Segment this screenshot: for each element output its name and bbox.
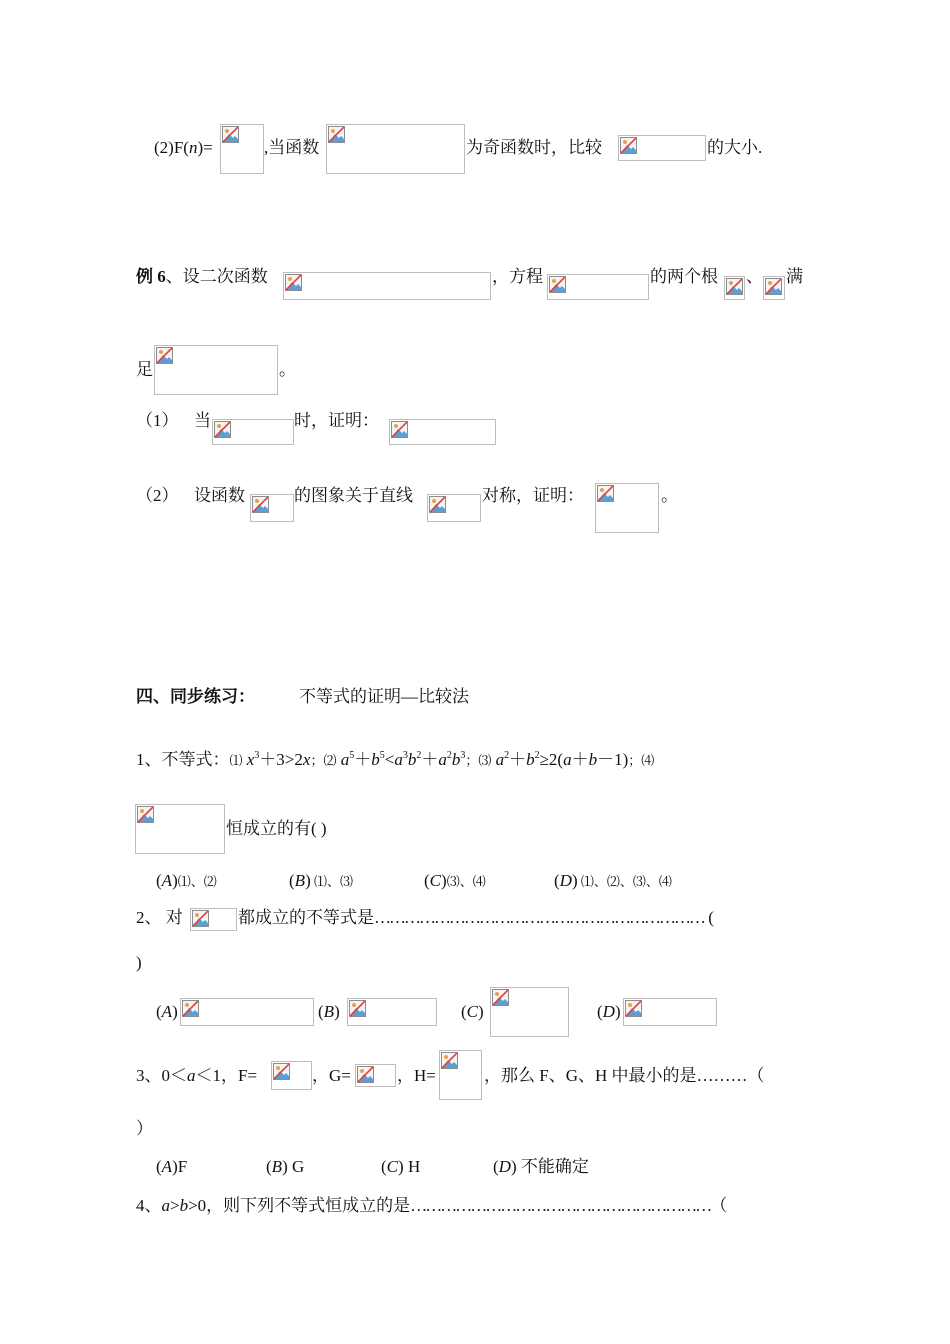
formula-image xyxy=(220,124,264,174)
option-b: (B) xyxy=(318,1002,340,1021)
broken-image-icon xyxy=(549,276,566,293)
broken-image-icon xyxy=(597,485,614,502)
text: 2、 对 xyxy=(136,908,183,927)
text: ，方程 xyxy=(492,267,543,286)
part2-line xyxy=(154,138,213,158)
text: ，G= xyxy=(312,1066,351,1085)
broken-image-icon xyxy=(222,126,239,143)
option-a: (A)F xyxy=(156,1157,188,1176)
broken-image-icon xyxy=(182,1000,199,1017)
text: ） xyxy=(136,1119,153,1138)
formula-image xyxy=(326,124,465,174)
text: )= xyxy=(197,138,213,157)
formula-image xyxy=(355,1064,396,1087)
option-c: (C)⑶、⑷ xyxy=(424,871,486,890)
formula-image xyxy=(347,998,437,1026)
text: 满 xyxy=(786,267,803,286)
text: （1） xyxy=(136,411,179,430)
text: 的两个根 xyxy=(650,267,718,286)
broken-image-icon xyxy=(252,496,269,513)
item-marker: ⑴ xyxy=(229,753,243,768)
broken-image-icon xyxy=(349,1000,366,1017)
option-d: (D) ⑴、⑵、⑶、⑷ xyxy=(554,871,672,890)
formula-image xyxy=(595,483,659,533)
formula-image xyxy=(212,419,294,445)
option-b: (B) G xyxy=(266,1157,305,1176)
option-a: (A) xyxy=(156,1002,178,1021)
var-a: a xyxy=(161,1196,170,1215)
text: ,当函数 xyxy=(264,138,320,157)
text: 设函数 xyxy=(194,486,245,505)
var-a: a xyxy=(187,1066,196,1085)
example-label: 例 6 xyxy=(136,267,166,286)
ex6-line1 xyxy=(136,267,268,287)
broken-image-icon xyxy=(214,421,231,438)
text: ，H= xyxy=(397,1066,436,1085)
formula-image xyxy=(724,276,745,300)
broken-image-icon xyxy=(137,806,154,823)
formula-image xyxy=(427,494,481,522)
text: ，那么 F、G、H 中最小的是………（ xyxy=(484,1066,765,1085)
text: 、 xyxy=(746,267,763,286)
text: （2） xyxy=(136,486,179,505)
option-c: (C) xyxy=(461,1002,484,1021)
problem-number: 1、不等式： xyxy=(136,750,230,769)
option-d: (D) 不能确定 xyxy=(493,1157,589,1176)
text: 足 xyxy=(136,360,153,379)
text: 恒成立的有( ) xyxy=(226,819,327,838)
problem-4-line: 4、a>b>0，则下列不等式恒成立的是……………………………………………………（ xyxy=(136,1196,726,1215)
section-title: 四、同步练习： xyxy=(136,687,255,706)
text: 。 xyxy=(279,360,296,379)
formula-image xyxy=(490,987,569,1037)
text: 时，证明： xyxy=(294,411,379,430)
text: 。 xyxy=(661,486,678,505)
formula-image xyxy=(190,908,237,931)
formula-image xyxy=(283,272,491,300)
formula-image xyxy=(271,1061,312,1090)
item-marker: ；⑶ xyxy=(465,753,492,768)
option-b: (B) ⑴、⑶ xyxy=(289,871,353,890)
text: 的图象关于直线 xyxy=(294,486,413,505)
formula-image xyxy=(250,494,294,522)
problem-1-options xyxy=(156,871,672,892)
formula-image xyxy=(439,1050,482,1100)
broken-image-icon xyxy=(726,278,743,295)
formula-image xyxy=(763,276,785,300)
problem-3-line: 3、0＜a＜1，F= xyxy=(136,1066,258,1085)
option-c: (C) H xyxy=(381,1157,421,1176)
broken-image-icon xyxy=(765,278,782,295)
broken-image-icon xyxy=(391,421,408,438)
option-a: (A)⑴、⑵ xyxy=(156,871,217,890)
problem-3-options xyxy=(156,1157,589,1177)
text: 当 xyxy=(194,411,211,430)
formula-image xyxy=(547,274,649,300)
broken-image-icon xyxy=(429,496,446,513)
formula-image xyxy=(180,998,314,1026)
formula-image xyxy=(154,345,278,395)
broken-image-icon xyxy=(273,1063,290,1080)
text: 都成立的不等式是………………………………………………………… ( xyxy=(238,908,714,927)
var-b: b xyxy=(179,1196,189,1215)
section-subtitle: 不等式的证明—比较法 xyxy=(299,687,469,706)
text: ) xyxy=(136,953,142,972)
broken-image-icon xyxy=(328,126,345,143)
problem-1-line: 1、不等式：⑴ $x^3+3>2x$；⑵ $a^5+b^5<a^3b^2+a^2b^3$；⑶ $a^2+b^2\ge 2(a+b-1)$；⑷ xyxy=(136,750,655,769)
item-marker: ；⑷ xyxy=(628,753,655,768)
formula-image xyxy=(135,804,225,854)
broken-image-icon xyxy=(441,1052,458,1069)
text: (2)F( xyxy=(154,138,189,157)
broken-image-icon xyxy=(285,274,302,291)
broken-image-icon xyxy=(192,910,209,927)
var-n: n xyxy=(188,138,198,157)
text: 为奇函数时，比较 xyxy=(466,138,602,157)
option-d: (D) xyxy=(597,1002,621,1021)
broken-image-icon xyxy=(357,1066,374,1083)
text: 对称，证明： xyxy=(482,486,584,505)
broken-image-icon xyxy=(620,137,637,154)
leader-dots: ………………………………………………………… xyxy=(374,908,704,927)
broken-image-icon xyxy=(156,347,173,364)
formula-image xyxy=(389,419,496,445)
text: 、设二次函数 xyxy=(165,267,268,286)
broken-image-icon xyxy=(492,989,509,1006)
broken-image-icon xyxy=(625,1000,642,1017)
formula-image xyxy=(623,998,717,1026)
formula-image xyxy=(618,135,706,161)
text: 的大小. xyxy=(707,138,763,157)
leader-dots: ……………………………………………………（ xyxy=(410,1196,726,1215)
item-marker: ；⑵ xyxy=(310,753,337,768)
